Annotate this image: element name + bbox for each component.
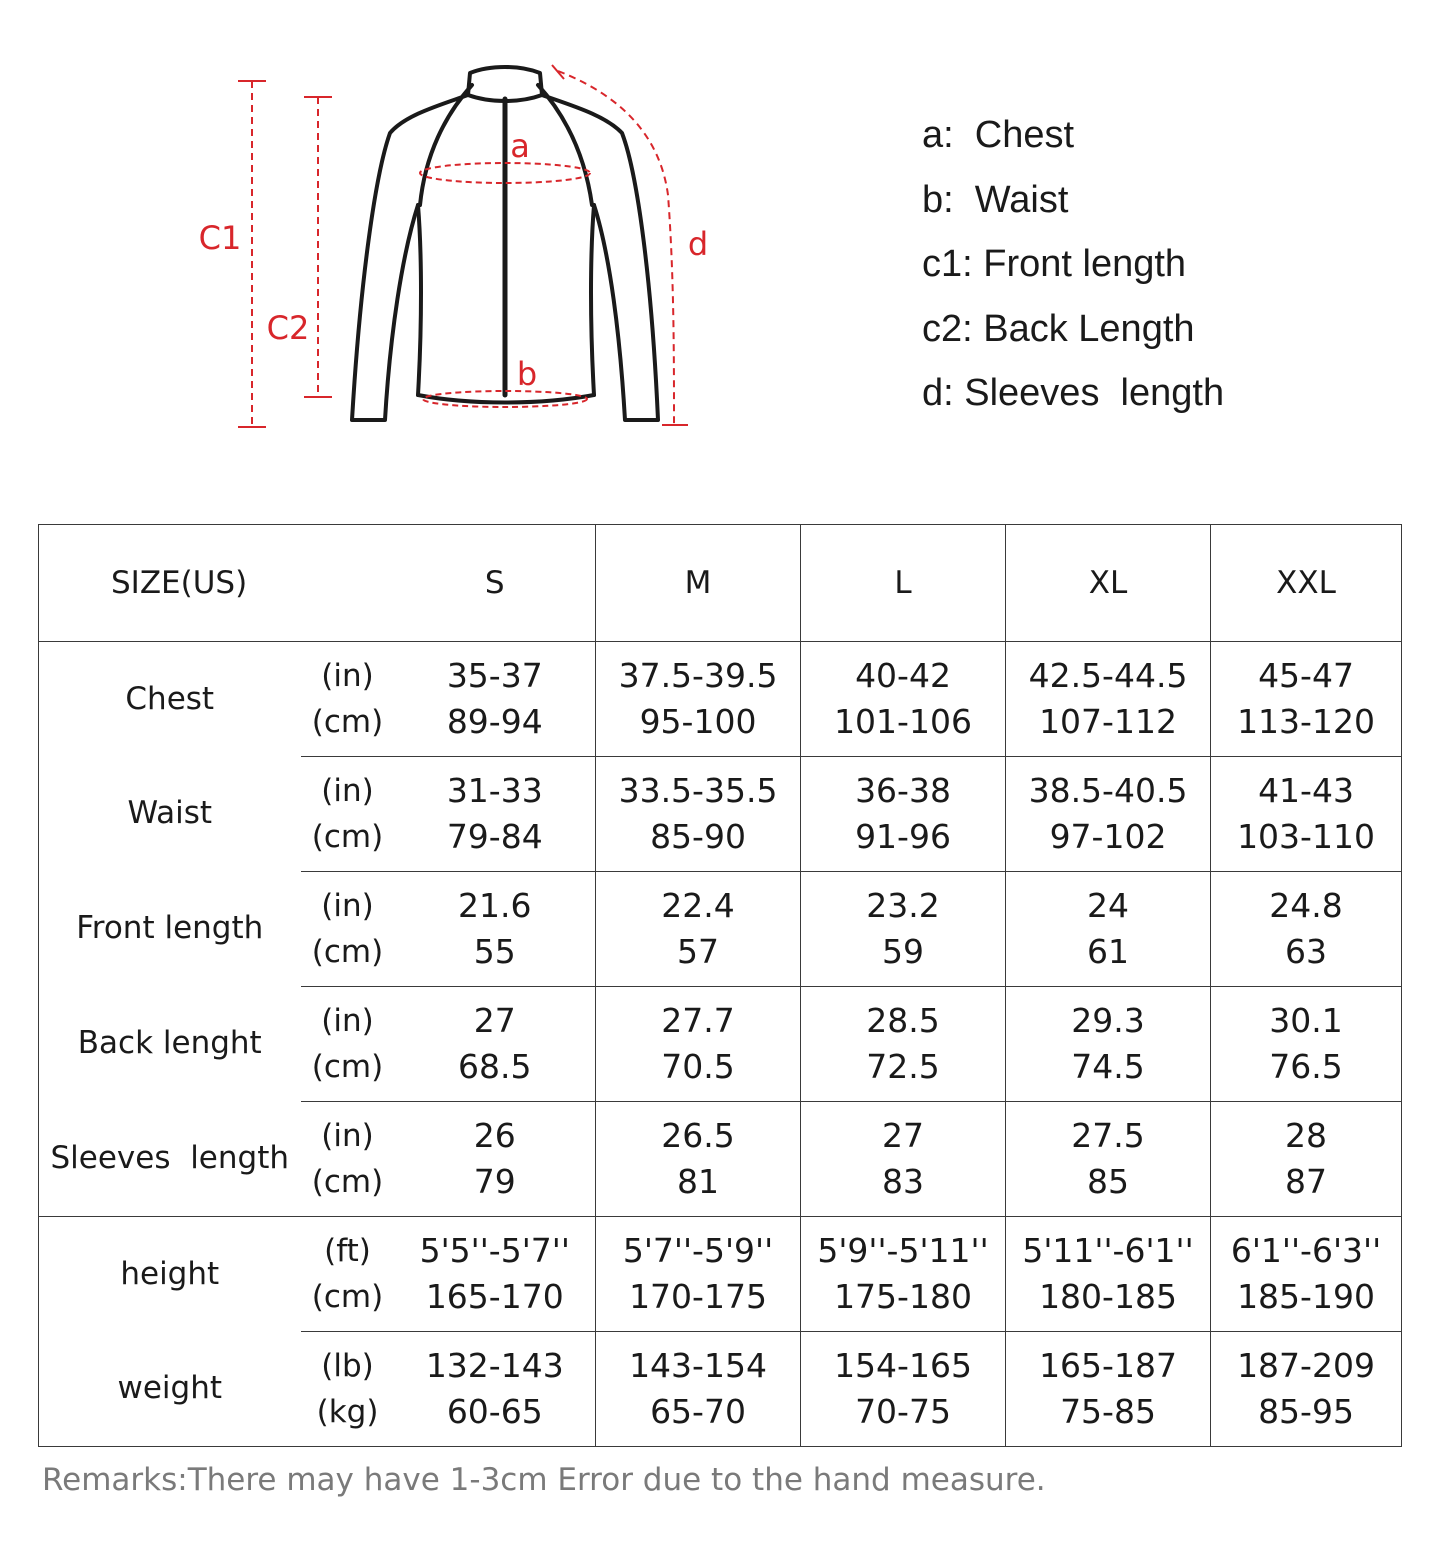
value-cell	[395, 872, 596, 987]
size-chart-table	[38, 524, 1402, 1447]
unit-label: (in)	[321, 657, 374, 694]
row-label: Back lenght	[77, 1025, 262, 1062]
value-cell	[1006, 1217, 1211, 1332]
value-cell	[801, 1102, 1006, 1217]
value-cell	[1211, 757, 1402, 872]
size-header-l: L	[801, 525, 1006, 642]
row-units	[301, 987, 395, 1102]
value-cell	[801, 1332, 1006, 1447]
value-cell	[395, 757, 596, 872]
value-primary: 24	[1087, 885, 1130, 925]
value-primary: 165-187	[1039, 1345, 1177, 1385]
value-secondary: 107-112	[1039, 702, 1177, 741]
legend-item-sleeves-length: d: Sleeves length	[922, 372, 1225, 414]
row-units	[301, 1217, 395, 1332]
size-header-m: M	[596, 525, 801, 642]
value-primary: 27.5	[1071, 1115, 1145, 1155]
value-primary: 27	[473, 1000, 516, 1040]
value-cell	[1006, 642, 1211, 757]
unit-label: (cm)	[311, 1049, 384, 1085]
table-row	[39, 1332, 1402, 1447]
value-cell	[1211, 642, 1402, 757]
unit-label: (cm)	[311, 1164, 384, 1200]
value-secondary: 57	[677, 932, 720, 971]
row-label: weight	[39, 1332, 301, 1447]
value-secondary: 74.5	[1071, 1047, 1145, 1086]
unit-label: (kg)	[316, 1394, 379, 1430]
value-secondary: 79	[473, 1162, 516, 1201]
value-secondary: 87	[1285, 1162, 1328, 1201]
value-primary: 26	[473, 1115, 516, 1155]
unit-label: (cm)	[311, 704, 384, 740]
measurement-legend	[922, 110, 1224, 433]
value-primary: 143-154	[629, 1345, 767, 1385]
unit-label: (in)	[321, 1117, 374, 1154]
value-secondary: 70.5	[661, 1047, 735, 1086]
value-cell	[1006, 987, 1211, 1102]
value-primary: 5'5''-5'7''	[419, 1230, 570, 1270]
value-primary: 154-165	[834, 1345, 972, 1385]
table-row	[39, 642, 1402, 757]
row-units	[301, 1102, 395, 1217]
value-cell	[395, 1332, 596, 1447]
value-primary: 27	[882, 1115, 925, 1155]
value-primary: 33.5-35.5	[618, 770, 778, 810]
value-primary: 41-43	[1258, 770, 1354, 810]
value-secondary: 97-102	[1049, 817, 1167, 856]
value-cell	[1006, 872, 1211, 987]
value-cell	[596, 1332, 801, 1447]
legend-item-waist: b: Waist	[922, 178, 1069, 221]
value-cell	[801, 872, 1006, 987]
value-primary: 28.5	[866, 1000, 940, 1040]
value-secondary: 91-96	[855, 817, 951, 856]
row-label: height	[120, 1255, 220, 1292]
value-secondary: 180-185	[1039, 1277, 1177, 1316]
value-cell	[801, 987, 1006, 1102]
value-secondary: 83	[882, 1162, 925, 1201]
value-primary: 5'11''-6'1''	[1022, 1230, 1194, 1270]
value-cell	[596, 987, 801, 1102]
table-row	[39, 757, 1402, 872]
label-c1: C1	[198, 219, 242, 257]
table-row	[39, 1102, 1402, 1217]
value-cell	[801, 1217, 1006, 1332]
jacket-illustration	[190, 55, 730, 445]
value-secondary: 72.5	[866, 1047, 940, 1086]
value-secondary: 79-84	[446, 817, 543, 856]
jacket-diagram	[190, 55, 730, 445]
value-secondary: 170-175	[629, 1277, 767, 1316]
row-units	[301, 1332, 395, 1447]
unit-label: (lb)	[321, 1347, 374, 1384]
value-primary: 132-143	[425, 1345, 564, 1385]
value-cell	[1211, 872, 1402, 987]
value-secondary: 165-170	[425, 1277, 564, 1316]
value-primary: 187-209	[1237, 1345, 1375, 1385]
row-label: Waist	[127, 795, 213, 832]
value-primary: 31-33	[446, 770, 543, 810]
value-cell	[596, 642, 801, 757]
label-d: d	[687, 225, 709, 263]
row-units	[301, 642, 395, 757]
row-label: Chest	[125, 680, 215, 717]
value-secondary: 70-75	[855, 1392, 951, 1431]
value-primary: 22.4	[661, 885, 735, 925]
value-cell	[801, 757, 1006, 872]
value-cell	[395, 1102, 596, 1217]
value-secondary: 59	[882, 932, 925, 971]
value-cell	[1006, 757, 1211, 872]
table-row	[39, 872, 1402, 987]
table-header-row	[39, 525, 1402, 642]
unit-label: (cm)	[311, 934, 384, 970]
value-primary: 5'7''-5'9''	[622, 1230, 774, 1270]
value-primary: 29.3	[1071, 1000, 1145, 1040]
value-primary: 24.8	[1269, 885, 1343, 925]
value-cell	[596, 1102, 801, 1217]
value-secondary: 89-94	[446, 702, 543, 741]
value-cell	[1211, 1102, 1402, 1217]
row-label: Sleeves length	[39, 1102, 301, 1217]
value-secondary: 81	[677, 1162, 720, 1201]
unit-label: (ft)	[324, 1232, 371, 1269]
value-secondary: 55	[473, 932, 516, 971]
value-primary: 38.5-40.5	[1028, 770, 1188, 810]
value-cell	[801, 642, 1006, 757]
row-units	[301, 872, 395, 987]
value-primary: 30.1	[1269, 1000, 1343, 1040]
value-primary: 21.6	[458, 885, 532, 925]
unit-label: (in)	[321, 1002, 374, 1039]
label-c2: C2	[266, 309, 310, 347]
value-cell	[1211, 1217, 1402, 1332]
value-primary: 27.7	[661, 1000, 735, 1040]
legend-item-back-length: c2: Back Length	[922, 307, 1195, 350]
value-secondary: 185-190	[1237, 1277, 1375, 1316]
value-cell	[395, 642, 596, 757]
value-secondary: 60-65	[446, 1392, 543, 1431]
size-header-s: S	[395, 525, 596, 642]
value-secondary: 103-110	[1237, 817, 1375, 856]
table-row	[39, 987, 1402, 1102]
value-secondary: 65-70	[650, 1392, 746, 1431]
value-secondary: 95-100	[639, 702, 757, 741]
value-primary: 42.5-44.5	[1028, 655, 1188, 695]
value-primary: 35-37	[446, 655, 543, 695]
value-primary: 40-42	[855, 655, 951, 695]
value-primary: 26.5	[661, 1115, 735, 1155]
remarks-note: Remarks:There may have 1-3cm Error due to the hand measure.	[42, 1462, 1046, 1498]
legend-item-front-length: c1: Front length	[922, 243, 1187, 285]
value-cell	[1211, 987, 1402, 1102]
value-primary: 28	[1285, 1115, 1328, 1155]
value-secondary: 85-90	[650, 817, 746, 856]
value-primary: 5'9''-5'11''	[817, 1230, 989, 1270]
unit-label: (cm)	[311, 819, 384, 855]
value-primary: 23.2	[866, 885, 940, 925]
value-secondary: 113-120	[1237, 702, 1375, 741]
value-secondary: 61	[1087, 932, 1130, 971]
size-header-xl: XL	[1006, 525, 1211, 642]
table-body	[39, 642, 1402, 1447]
size-header-xxl: XXL	[1211, 525, 1402, 642]
value-primary: 37.5-39.5	[618, 655, 778, 695]
label-a: a	[510, 127, 530, 165]
row-label: Front length	[76, 910, 264, 947]
value-secondary: 75-85	[1060, 1392, 1156, 1431]
value-cell	[395, 1217, 596, 1332]
value-secondary: 68.5	[458, 1047, 532, 1086]
row-units	[301, 757, 395, 872]
value-cell	[596, 872, 801, 987]
value-primary: 36-38	[855, 770, 951, 810]
value-secondary: 85-95	[1258, 1392, 1354, 1431]
value-secondary: 175-180	[834, 1277, 972, 1316]
value-primary: 45-47	[1258, 655, 1354, 695]
value-primary: 6'1''-6'3''	[1230, 1230, 1382, 1270]
unit-label: (in)	[321, 887, 374, 924]
table-row	[39, 1217, 1402, 1332]
value-secondary: 85	[1087, 1162, 1130, 1201]
unit-label: (in)	[321, 772, 374, 809]
legend-item-chest: a: Chest	[922, 114, 1075, 156]
value-secondary: 76.5	[1269, 1047, 1343, 1086]
unit-label: (cm)	[311, 1279, 384, 1315]
value-cell	[1211, 1332, 1402, 1447]
label-b: b	[516, 355, 538, 393]
value-cell	[1006, 1332, 1211, 1447]
value-secondary: 101-106	[834, 702, 972, 741]
value-secondary: 63	[1285, 932, 1328, 971]
value-cell	[596, 1217, 801, 1332]
size-us-header: SIZE(US)	[39, 525, 395, 642]
value-cell	[596, 757, 801, 872]
value-cell	[395, 987, 596, 1102]
value-cell	[1006, 1102, 1211, 1217]
